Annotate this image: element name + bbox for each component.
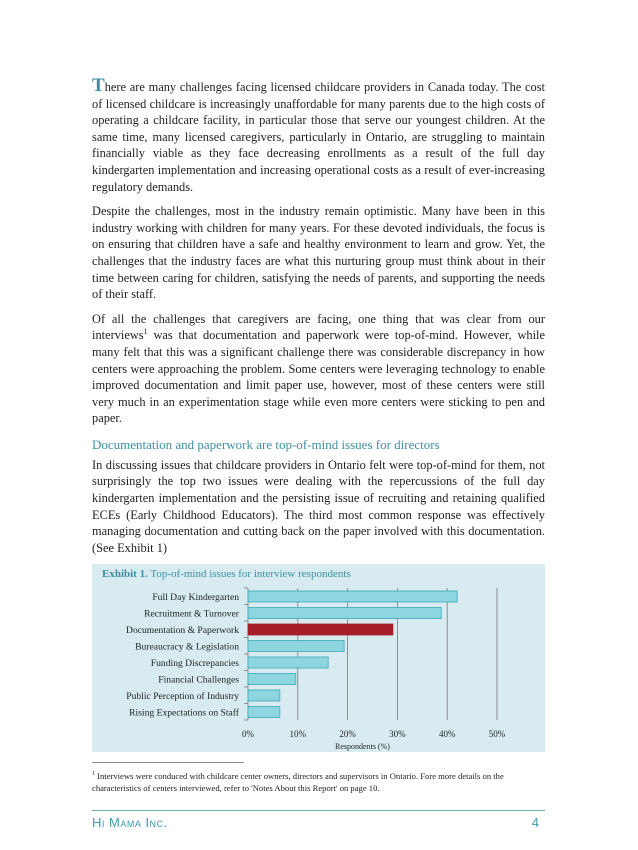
x-tick-label: 30% [389,729,406,740]
paragraph-3 [92,311,545,427]
x-axis-label: Respondents (%) [335,742,390,752]
paragraph-1 [92,75,545,195]
footnote-marker: 1 [92,771,95,778]
footnote-ref[interactable]: 1 [143,327,148,337]
bar [248,707,280,718]
footnote-divider [92,762,244,763]
bar [248,690,280,701]
x-tick-label: 20% [339,729,356,740]
category-label: Bureaucracy & Legislation [135,641,239,653]
category-label: Rising Expectations on Staff [129,707,239,719]
x-tick-label: 40% [438,729,456,740]
x-tick-label: 50% [488,729,506,740]
main-content [92,75,545,752]
bar [248,624,393,635]
exhibit-title-text: Top-of-mind issues for interview respondents [150,568,351,581]
bar [248,608,441,619]
footnote [92,770,552,794]
paragraph-3-text-a: Of all the challenges that caregivers are facing, one thing that was clear from our interviews [92,311,545,343]
paragraph-2: Despite the challenges, most in the industry remain optimistic. Many have been in this industry working with children for many years. For these devoted individuals, the focus is on ensuring that children have a safe and healthy environment to learn and grow. Yet, the challenges that the industry faces are what this nurturing group must think about in their time between caring for children, satisfying the needs of parents, and supporting the needs of their staff. [92,204,545,302]
page-number: 4 [531,815,539,831]
category-label: Public Perception of Industry [126,691,239,703]
bar [248,674,296,685]
footer [92,810,545,850]
drop-cap: T [92,75,105,96]
category-label: Full Day Kindergarten [152,592,239,604]
bar-chart [92,564,545,752]
paragraph-4: In discussing issues that childcare providers in Ontario felt were top-of-mind for them, not surprisingly the top two issues were dealing with the repercussions of the full day kindergarten implementation and the persisting issue of recruiting and retaining qualified ECEs (Early Childhood Educators). The third most common response was effectively managing documentation and cutting back on the paper involved with this documentation. (See Exhibit 1) [92,457,545,555]
category-label: Documentation & Paperwork [126,625,239,637]
bar [248,591,457,602]
footer-company: Hi Mama Inc. [92,815,168,831]
x-tick-label: 10% [289,729,307,740]
exhibit-label: Exhibit 1. [102,568,148,581]
bar [248,641,344,652]
paragraph-1-text: here are many challenges facing licensed childcare providers in Canada today. The cost of licensed childcare is increasingly unaffordable for many parents due to the high costs of operating a childcare facility, in particular those that serve our youngest children. At the same time, many licensed caregivers, particularly in Ontario, are struggling to maintain financially viable as they face decreasing enrollments as a result of the full day kindergarten implementation and increasing operational costs as a result of ever-increasing regulatory demands. [92,80,545,194]
paragraph-3-text-b: was that documentation and paperwork were top-of-mind. However, while many felt that this was a significant challenge there was considerable discrepancy in how centers were approaching the problem. Some centers were leveraging technology to enable improved documentation and limit paper use, however, most of these centers were still very much in an experimentation stage while even more centers were sticking to pen and paper. [92,328,545,426]
exhibit-1-chart [92,564,545,752]
bar [248,657,328,668]
category-label: Financial Challenges [158,674,239,686]
x-tick-label: 0% [242,729,254,740]
category-label: Funding Discrepancies [150,658,239,670]
footnote-text: Interviews were conduced with childcare center owners, directors and supervisors in Ontario. Fore more details on the characteristics of centers interviewed, refer to 'Notes About this Report' on page 10. [92,771,504,794]
category-label: Recruitment & Turnover [144,608,239,620]
section-heading: Documentation and paperwork are top-of-mind issues for directors [92,436,440,452]
